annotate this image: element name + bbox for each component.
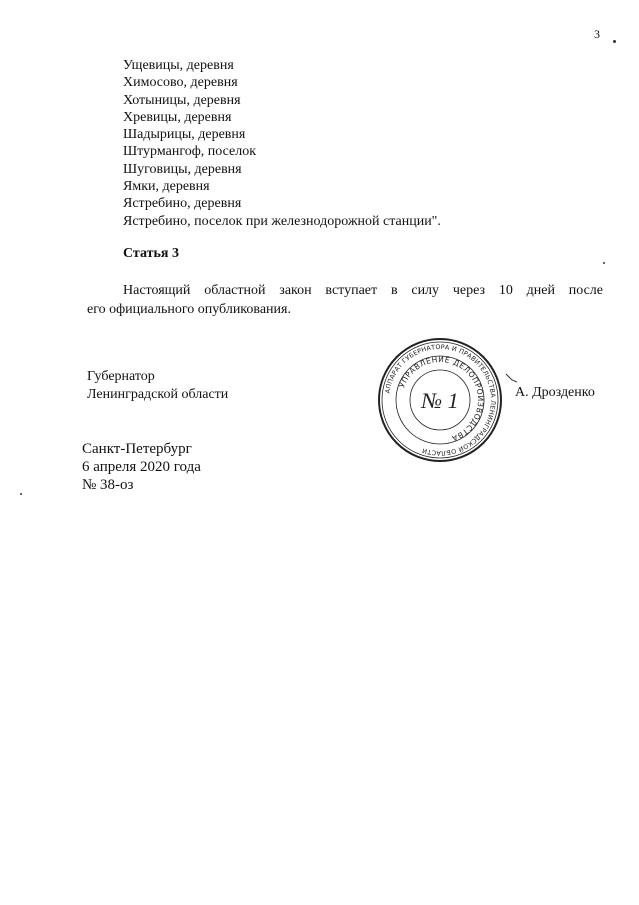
signer-title-line-2: Ленинградской области	[87, 387, 229, 402]
stamp-inner-text: УПРАВЛЕНИЕ ДЕЛОПРОИЗВОДСТВА	[397, 354, 486, 444]
locality-list	[123, 57, 441, 230]
list-item: Штурмангоф, поселок	[123, 144, 257, 160]
article-body-line-2: его официального опубликования.	[87, 302, 291, 317]
signer-title	[87, 368, 228, 404]
list-item: Хревицы, деревня	[123, 109, 232, 125]
signing-date: 6 апреля 2020 года	[82, 459, 201, 475]
stamp-ring-text: АППАРАТ ГУБЕРНАТОРА И ПРАВИТЕЛЬСТВА ЛЕНИНГРАДСКОЙ ОБЛАСТИ	[383, 342, 498, 458]
stamp-number: № 1	[421, 388, 459, 413]
list-item: Химосово, деревня	[123, 75, 238, 91]
scan-speck	[613, 40, 616, 43]
signer-name: А. Дрозденко	[515, 385, 595, 400]
list-item: Ущевицы, деревня	[123, 58, 234, 73]
scan-speck	[20, 493, 22, 495]
list-item: Хотыницы, деревня	[123, 92, 241, 108]
handwritten-signature	[505, 372, 519, 384]
place-date-number	[82, 440, 201, 494]
signer-title-line-1: Губернатор	[87, 369, 155, 384]
list-item: Шадырицы, деревня	[123, 127, 246, 143]
article-heading: Статья 3	[123, 246, 179, 261]
list-item: Ястребино, деревня	[123, 196, 242, 212]
list-item: Ямки, деревня	[123, 179, 210, 195]
official-stamp-seal	[377, 337, 503, 463]
article-body	[87, 281, 603, 319]
scan-speck	[603, 262, 605, 264]
list-item: Ястребино, поселок при железнодорожной станции".	[123, 213, 441, 229]
list-item: Шуговицы, деревня	[123, 161, 242, 177]
article-body-line-1: Настоящий областной закон вступает в силу через 10 дней после	[123, 283, 603, 298]
law-number: № 38-оз	[82, 477, 134, 493]
signing-city: Санкт-Петербург	[82, 441, 192, 457]
page-number: 3	[594, 27, 600, 41]
